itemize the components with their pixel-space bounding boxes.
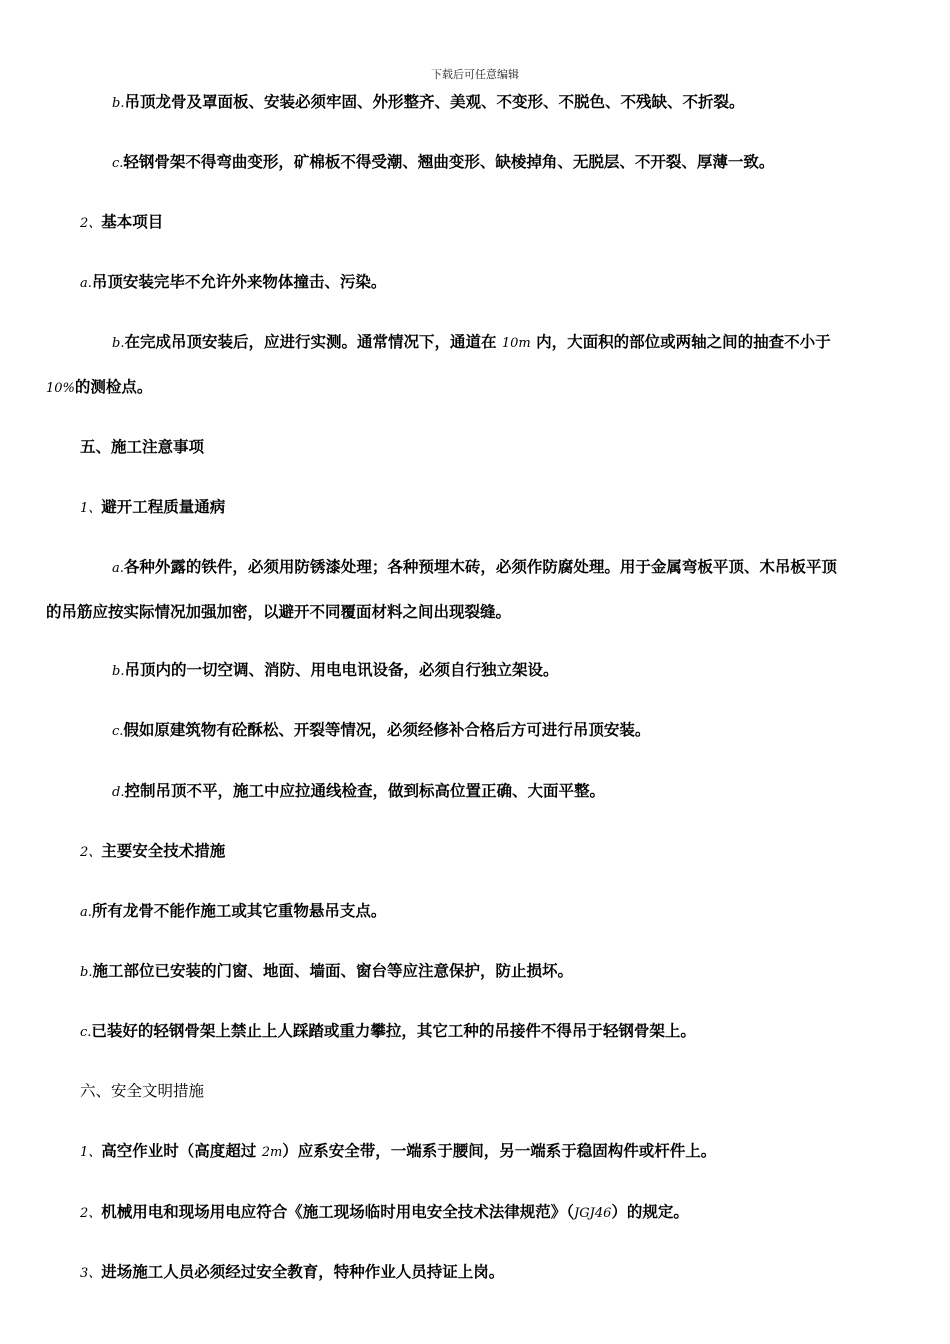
item-marker: a. <box>112 561 124 576</box>
paragraph-line <box>112 92 744 114</box>
line-text: ）应系安全带，一端系于腰间，另一端系于稳固构件或杆件上。 <box>282 1142 717 1160</box>
section-heading <box>80 212 163 234</box>
item-marker: c. <box>80 1025 92 1040</box>
item-marker: b. <box>80 965 93 980</box>
item-marker: b. <box>112 664 125 679</box>
line-text: 的吊筋应按实际情况加强加密，以避开不同覆面材料之间出现裂缝。 <box>46 603 512 621</box>
line-text: 进场施工人员必须经过安全教育，特种作业人员持证上岗。 <box>101 1263 505 1281</box>
line-text: 主要安全技术措施 <box>101 842 226 860</box>
paragraph-line <box>112 332 831 354</box>
line-text: 基本项目 <box>101 213 164 231</box>
section-heading <box>80 841 225 863</box>
line-text: 内，大面积的部位或两轴之间的抽查不小于 <box>530 333 831 351</box>
line-text: 避开工程质量通病 <box>101 498 226 516</box>
page-header: 下载后可任意编辑 <box>431 68 519 81</box>
section-heading <box>80 497 225 519</box>
paragraph-line <box>112 781 605 803</box>
line-text: 假如原建筑物有砼酥松、开裂等情况，必须经修补合格后方可进行吊顶安装。 <box>123 721 651 739</box>
item-marker: b. <box>112 96 125 111</box>
inline-value: JGJ46 <box>574 1206 612 1221</box>
paragraph-line <box>80 1202 689 1224</box>
item-marker: 3、 <box>80 1266 102 1281</box>
inline-value: 10% <box>46 381 75 396</box>
line-text: 已装好的轻钢骨架上禁止上人踩踏或重力攀拉，其它工种的吊接件不得吊于轻钢骨架上。 <box>91 1022 696 1040</box>
paragraph-line <box>80 1141 716 1163</box>
line-text: 吊顶龙骨及罩面板、安装必须牢固、外形整齐、美观、不变形、不脱色、不残缺、不折裂。 <box>124 93 745 111</box>
item-marker: b. <box>112 336 125 351</box>
item-marker: d. <box>112 785 125 800</box>
line-text: 所有龙骨不能作施工或其它重物悬吊支点。 <box>91 902 387 920</box>
line-text: 六、安全文明措施 <box>80 1082 205 1100</box>
paragraph-line <box>80 1021 696 1043</box>
item-marker: 2、 <box>80 845 102 860</box>
item-marker: 1、 <box>80 501 102 516</box>
paragraph-line <box>80 272 386 294</box>
line-text: 五、施工注意事项 <box>80 438 205 456</box>
line-text: 控制吊顶不平，施工中应拉通线检查，做到标高位置正确、大面平整。 <box>124 782 605 800</box>
line-text: 的测检点。 <box>74 378 153 396</box>
item-marker: a. <box>80 905 92 920</box>
section-heading <box>80 1081 204 1101</box>
paragraph-line <box>112 720 650 742</box>
item-marker: a. <box>80 276 92 291</box>
item-marker: c. <box>112 156 124 171</box>
paragraph-line <box>46 602 511 622</box>
inline-value: 10m <box>501 336 531 351</box>
paragraph-line <box>112 660 558 682</box>
line-text: 施工部位已安装的门窗、地面、墙面、窗台等应注意保护，防止损坏。 <box>92 962 573 980</box>
line-text: 高空作业时（高度超过 <box>101 1142 262 1160</box>
line-text: 轻钢骨架不得弯曲变形，矿棉板不得受潮、翘曲变形、缺棱掉角、无脱层、不开裂、厚薄一致。 <box>123 153 775 171</box>
line-text: 吊顶内的一切空调、消防、用电电讯设备，必须自行独立架设。 <box>124 661 559 679</box>
paragraph-line <box>80 961 573 983</box>
inline-value: 2m <box>261 1145 283 1160</box>
line-text: 各种外露的铁件，必须用防锈漆处理；各种预埋木砖，必须作防腐处理。用于金属弯板平顶、木吊板平顶 <box>123 558 837 576</box>
item-marker: c. <box>112 724 124 739</box>
paragraph-line <box>112 152 774 174</box>
line-text: 吊顶安装完毕不允许外来物体撞击、污染。 <box>91 273 387 291</box>
item-marker: 2、 <box>80 1206 102 1221</box>
section-heading <box>80 437 204 457</box>
line-text: 机械用电和现场用电应符合《施工现场临时用电安全技术法律规范》（ <box>101 1203 575 1221</box>
line-text: ）的规定。 <box>611 1203 689 1221</box>
paragraph-line <box>112 557 837 579</box>
line-text: 在完成吊顶安装后，应进行实测。通常情况下，通道在 <box>124 333 502 351</box>
paragraph-line <box>80 1262 504 1284</box>
paragraph-line <box>80 901 386 923</box>
item-marker: 2、 <box>80 216 102 231</box>
item-marker: 1、 <box>80 1145 102 1160</box>
paragraph-line <box>46 377 152 399</box>
